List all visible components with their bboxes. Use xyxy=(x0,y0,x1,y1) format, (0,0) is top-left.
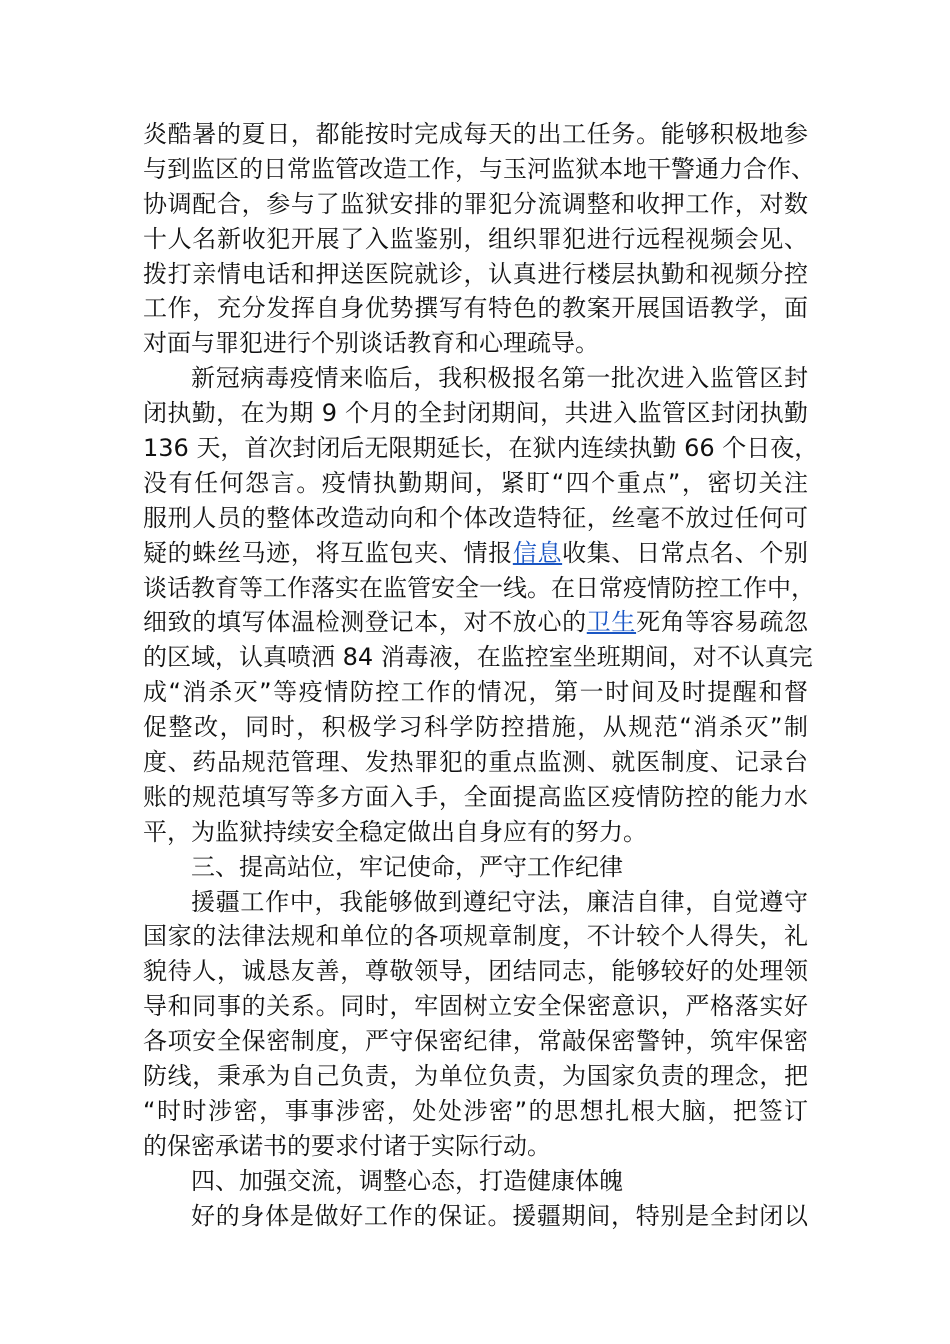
paragraph xyxy=(143,885,808,1164)
text-line xyxy=(143,187,808,222)
text-segment: 度、药品规范管理、发热罪犯的重点监测、就医制度、记录台 xyxy=(143,748,808,777)
text-segment: “时时涉密，事事涉密，处处涉密”的思想扎根大脑，把签订 xyxy=(143,1096,808,1125)
text-segment: 闭执勤，在为期 9 个月的全封闭期间，共进入监管区封闭执勤 xyxy=(143,399,808,428)
text-line xyxy=(143,745,808,780)
text-segment: 协调配合，参与了监狱安排的罪犯分流调整和收押工作，对数 xyxy=(143,189,808,218)
text-segment: 好的身体是做好工作的保证。援疆期间，特别是全封闭以 xyxy=(191,1201,808,1230)
text-line xyxy=(143,117,808,152)
text-line xyxy=(143,710,808,745)
text-segment: 没有任何怨言。疫情执勤期间，紧盯“四个重点”，密切关注 xyxy=(143,468,808,497)
paragraph xyxy=(143,117,815,361)
text-line xyxy=(143,1094,808,1129)
text-line xyxy=(143,815,808,850)
text-line xyxy=(143,501,808,536)
text-segment: 疑的蛛丝马迹，将互监包夹、情报 xyxy=(143,538,513,567)
section-heading xyxy=(143,1164,808,1199)
text-line xyxy=(143,1199,808,1234)
text-segment: 四、加强交流，调整心态，打造健康体魄 xyxy=(191,1166,623,1195)
text-line xyxy=(143,1059,808,1094)
text-line xyxy=(143,605,808,640)
text-segment: 账的规范填写等多方面入手，全面提高监区疫情防控的能力水 xyxy=(143,782,808,811)
text-segment: 对面与罪犯进行个别谈话教育和心理疏导。 xyxy=(143,329,599,358)
text-line xyxy=(143,989,808,1024)
text-line xyxy=(143,850,808,885)
text-segment: 的保密承诺书的要求付诸于实际行动。 xyxy=(143,1131,551,1160)
text-line xyxy=(143,466,808,501)
text-line xyxy=(143,675,808,710)
text-segment: 貌待人，诚恳友善，尊敬领导，团结同志，能够较好的处理领 xyxy=(143,957,808,986)
text-segment: 三、提高站位，牢记使命，严守工作纪律 xyxy=(191,852,623,881)
text-segment: 谈话教育等工作落实在监管安全一线。在日常疫情防控工作中， xyxy=(143,573,815,602)
text-segment: 炎酷暑的夏日，都能按时完成每天的出工任务。能够积极地参 xyxy=(143,120,808,148)
text-line xyxy=(143,536,808,571)
text-segment: 促整改，同时，积极学习科学防控措施，从规范“消杀灭”制 xyxy=(143,713,808,742)
text-segment: 收集、日常点名、个别 xyxy=(562,538,809,567)
document-page xyxy=(143,117,819,1234)
text-line xyxy=(143,361,808,396)
hyperlink[interactable]: 信息 xyxy=(512,538,563,567)
text-line xyxy=(143,1024,808,1059)
text-segment: 防线，秉承为自己负责，为单位负责，为国家负责的理念，把 xyxy=(143,1062,808,1091)
text-segment: 工作，充分发挥自身优势撰写有特色的教案开展国语教学，面 xyxy=(143,294,808,323)
text-segment: 成“消杀灭”等疫情防控工作的情况，第一时间及时提醒和督 xyxy=(143,678,808,707)
text-segment: 援疆工作中，我能够做到遵纪守法，廉洁自律，自觉遵守 xyxy=(191,887,808,916)
text-line xyxy=(143,640,813,675)
text-segment: 导和同事的关系。同时，牢固树立安全保密意识，严格落实好 xyxy=(143,992,808,1021)
hyperlink[interactable]: 卫生 xyxy=(586,608,637,637)
text-segment: 拨打亲情电话和押送医院就诊，认真进行楼层执勤和视频分控 xyxy=(143,259,808,288)
text-segment: 国家的法律法规和单位的各项规章制度，不计较个人得失，礼 xyxy=(143,922,808,951)
text-line xyxy=(143,396,808,431)
text-segment: 的区域，认真喷洒 84 消毒液，在监控室坐班期间，对不认真完 xyxy=(143,643,813,672)
text-segment: 十人名新收犯开展了入监鉴别，组织罪犯进行远程视频会见、 xyxy=(143,224,808,253)
text-segment: 死角等容易疏忽 xyxy=(636,608,809,637)
text-line xyxy=(143,571,815,606)
text-segment: 136 天，首次封闭后无限期延长，在狱内连续执勤 66 个日夜， xyxy=(143,434,819,463)
text-line xyxy=(143,1129,808,1164)
section-heading xyxy=(143,850,808,885)
text-line xyxy=(143,1164,808,1199)
text-line xyxy=(143,431,819,466)
text-segment: 细致的填写体温检测登记本，对不放心的 xyxy=(143,608,587,637)
text-segment: 服刑人员的整体改造动向和个体改造特征，丝毫不放过任何可 xyxy=(143,503,808,532)
text-line xyxy=(143,885,808,920)
text-line xyxy=(143,222,808,257)
text-line xyxy=(143,257,808,292)
text-line xyxy=(143,291,808,326)
text-line xyxy=(143,919,808,954)
text-line xyxy=(143,780,808,815)
text-segment: 新冠病毒疫情来临后，我积极报名第一批次进入监管区封 xyxy=(191,364,808,393)
paragraph xyxy=(143,361,819,849)
text-segment: 与到监区的日常监管改造工作，与玉河监狱本地干警通力合作、 xyxy=(143,154,815,183)
text-line xyxy=(143,326,808,361)
text-line xyxy=(143,954,808,989)
paragraph xyxy=(143,1199,808,1234)
text-segment: 平，为监狱持续安全稳定做出自身应有的努力。 xyxy=(143,817,647,846)
text-line xyxy=(143,152,815,187)
text-segment: 各项安全保密制度，严守保密纪律，常敲保密警钟，筑牢保密 xyxy=(143,1027,808,1056)
